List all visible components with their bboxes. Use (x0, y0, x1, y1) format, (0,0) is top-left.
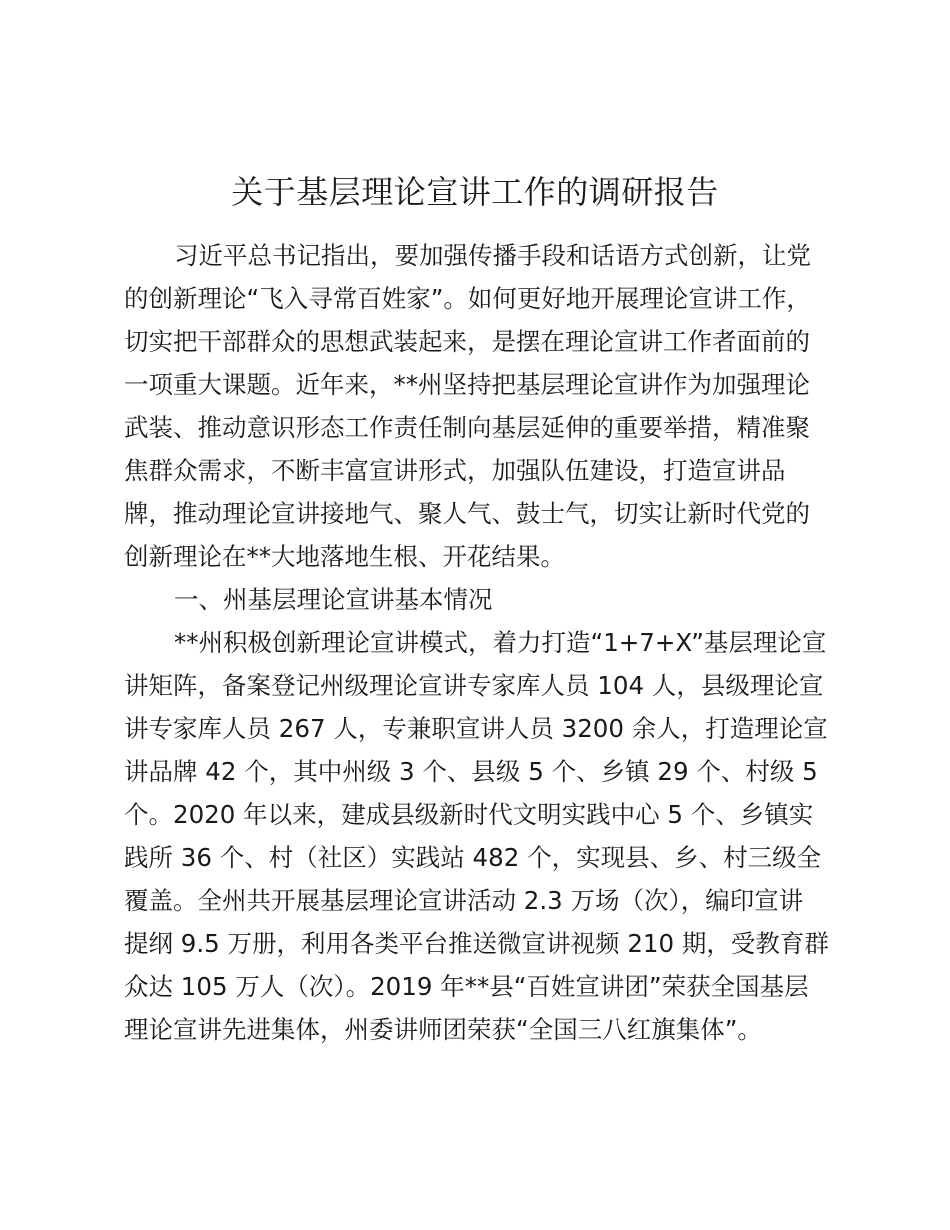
intro-paragraph-line: 武装、推动意识形态工作责任制向基层延伸的重要举措，精准聚 (124, 413, 810, 442)
section-paragraph-line: 理论宣讲先进集体，州委讲师团荣获“全国三八红旗集体”。 (124, 1015, 762, 1044)
intro-paragraph-line: 创新理论在**大地落地生根、开花结果。 (124, 542, 565, 571)
intro-paragraph-line: 牌，推动理论宣讲接地气、聚人气、鼓士气，切实让新时代党的 (124, 499, 810, 528)
section-heading: 一、州基层理论宣讲基本情况 (174, 585, 493, 614)
section-paragraph-line: 覆盖。全州共开展基层理论宣讲活动 2.3 万场（次），编印宣讲 (124, 886, 804, 915)
section-paragraph-line: 讲专家库人员 267 人，专兼职宣讲人员 3200 余人，打造理论宣 (124, 714, 828, 743)
intro-paragraph-line: 切实把干部群众的思想武装起来，是摆在理论宣讲工作者面前的 (124, 327, 810, 356)
intro-paragraph-line: 一项重大课题。近年来，**州坚持把基层理论宣讲作为加强理论 (124, 370, 810, 399)
section-paragraph-line: 个。2020 年以来，建成县级新时代文明实践中心 5 个、乡镇实 (124, 800, 814, 829)
document-title: 关于基层理论宣讲工作的调研报告 (231, 173, 719, 211)
intro-paragraph-line: 习近平总书记指出，要加强传播手段和话语方式创新，让党 (174, 241, 811, 270)
section-paragraph-line: 讲品牌 42 个，其中州级 3 个、县级 5 个、乡镇 29 个、村级 5 (124, 757, 818, 786)
section-paragraph-line: 践所 36 个、村（社区）实践站 482 个，实现县、乡、村三级全 (124, 843, 822, 872)
section-paragraph-line: 讲矩阵，备案登记州级理论宣讲专家库人员 104 人，县级理论宣 (124, 671, 824, 700)
section-paragraph-line: **州积极创新理论宣讲模式，着力打造“1+7+X”基层理论宣 (174, 628, 827, 657)
section-paragraph-line: 众达 105 万人（次）。2019 年**县“百姓宣讲团”荣获全国基层 (124, 972, 809, 1001)
intro-paragraph-line: 焦群众需求，不断丰富宣讲形式，加强队伍建设，打造宣讲品 (124, 456, 786, 485)
section-paragraph-line: 提纲 9.5 万册，利用各类平台推送微宣讲视频 210 期，受教育群 (124, 929, 829, 958)
intro-paragraph-line: 的创新理论“飞入寻常百姓家”。如何更好地开展理论宣讲工作， (124, 284, 811, 313)
